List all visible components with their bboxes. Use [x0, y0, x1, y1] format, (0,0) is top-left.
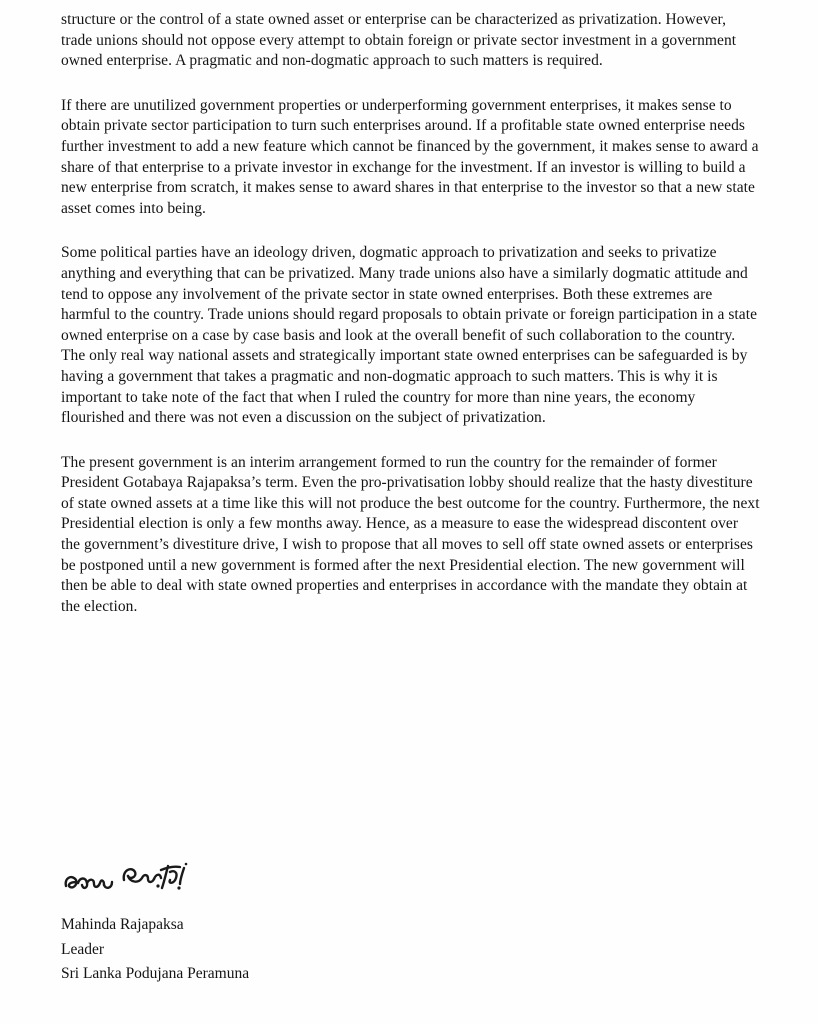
signatory-name: Mahinda Rajapaksa [61, 916, 184, 933]
signatory-organization: Sri Lanka Podujana Peramuna [61, 965, 250, 982]
signatory-block [61, 913, 249, 987]
paragraph-4: The present government is an interim arrangement formed to run the country for the remainder of former President Gotabaya Rajapaksa’s term. Even the pro-privatisation lobby should realize that the hasty divestiture of state owned assets at a time like this will not produce the best outcome for the country. Furthermore, the next Presidential election is only a few months away. Hence, as a measure to ease the widespread discontent over the government’s divestiture drive, I wish to propose that all moves to sell off state owned assets or enterprises be postponed until a new government is formed after the next Presidential election. The new government will then be able to deal with state owned properties and enterprises in accordance with the mandate they obtain at the election. [61, 453, 760, 615]
signatory-title: Leader [61, 940, 105, 958]
letter-body [61, 10, 761, 641]
signature-drawing [60, 852, 220, 902]
handwritten-signature [60, 852, 220, 902]
paragraph-2: If there are unutilized government properties or underperforming government enterprises, it makes sense to obtain private sector participation to turn such enterprises around. If a profitable state owned enterprise needs further investment to add a new feature which cannot be financed by the government, it makes sense to award a share of that enterprise to a private investor in exchange for the investment. If an investor is willing to build a new enterprise from scratch, it makes sense to award shares in that enterprise to the investor so that a new state asset comes into being. [61, 96, 759, 217]
paragraph-3: Some political parties have an ideology driven, dogmatic approach to privatization and seeks to privatize anything and everything that can be privatized. Many trade unions also have a similarly dogmatic attitude and tend to oppose any involvement of the private sector in state owned enterprises. Both these extremes are harmful to the country. Trade unions should regard proposals to obtain private or foreign participation in a state owned enterprise on a case by case basis and look at the overall benefit of such collaboration to the country. The only real way national assets and strategically important state owned enterprises can be safeguarded is by having a government that takes a pragmatic and non-dogmatic approach to such matters. This is why it is important to take note of the fact that when I ruled the country for more than nine years, the economy flourished and there was not even a discussion on the subject of privatization. [61, 244, 758, 427]
paragraph-1: structure or the control of a state owned asset or enterprise can be characterized as privatization. However, trade unions should not oppose every attempt to obtain foreign or private sector investment in a government owned enterprise. A pragmatic and non-dogmatic approach to such matters is required. [61, 11, 737, 70]
